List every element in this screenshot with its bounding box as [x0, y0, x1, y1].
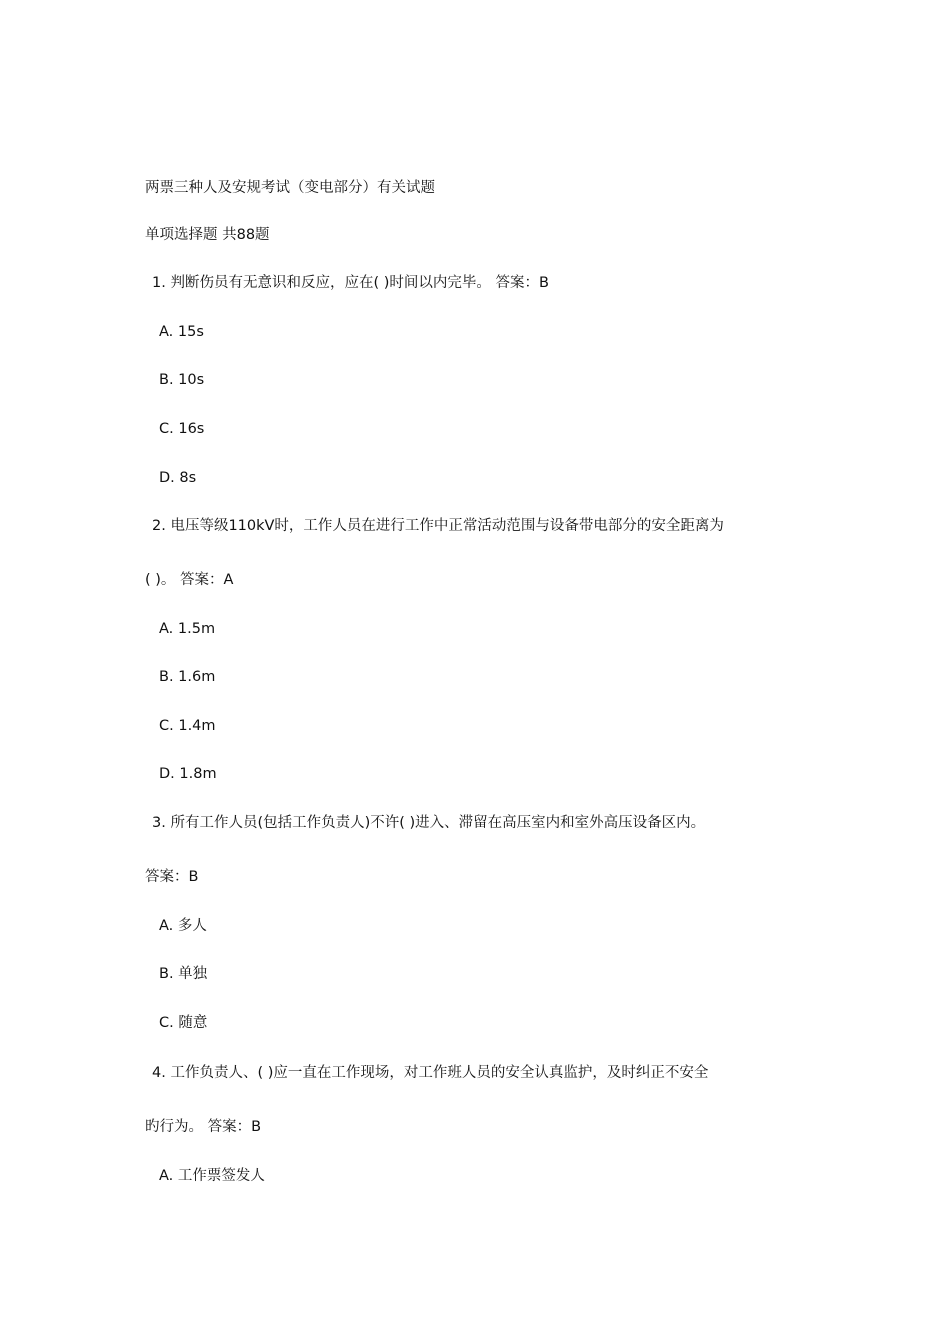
question-3-option-a: A. 多人	[159, 918, 207, 934]
question-3-text-cont: 答案：B	[145, 869, 199, 885]
question-4-text: 4. 工作负责人、( )应一直在工作现场，对工作班人员的安全认真监护，及时纠正不安全	[152, 1065, 709, 1081]
question-3-option-c: C. 随意	[159, 1015, 208, 1031]
question-3-option-b: B. 单独	[159, 966, 208, 982]
question-2-option-d: D. 1.8m	[159, 766, 217, 782]
question-1-text: 1. 判断伤员有无意识和反应，应在( )时间以内完毕。 答案：B	[152, 275, 549, 291]
question-1-option-a: A. 15s	[159, 324, 204, 340]
question-2-text-cont: ( )。 答案：A	[145, 572, 234, 588]
question-1-option-c: C. 16s	[159, 421, 205, 437]
question-2-option-a: A. 1.5m	[159, 621, 216, 637]
document-title: 两票三种人及安规考试（变电部分）有关试题	[145, 180, 435, 196]
question-4-option-a: A. 工作票签发人	[159, 1168, 265, 1184]
question-1-option-b: B. 10s	[159, 372, 205, 388]
question-3-text: 3. 所有工作人员(包括工作负责人)不许( )进入、滞留在高压室内和室外高压设备区内。	[152, 815, 706, 831]
section-heading: 单项选择题 共88题	[145, 227, 270, 243]
question-2-option-b: B. 1.6m	[159, 669, 216, 685]
question-2-option-c: C. 1.4m	[159, 718, 216, 734]
question-2-text: 2. 电压等级110kV时，工作人员在进行工作中正常活动范围与设备带电部分的安全距离为	[152, 518, 724, 534]
question-4-text-cont: 旳行为。 答案：B	[145, 1119, 262, 1135]
question-1-option-d: D. 8s	[159, 470, 197, 486]
